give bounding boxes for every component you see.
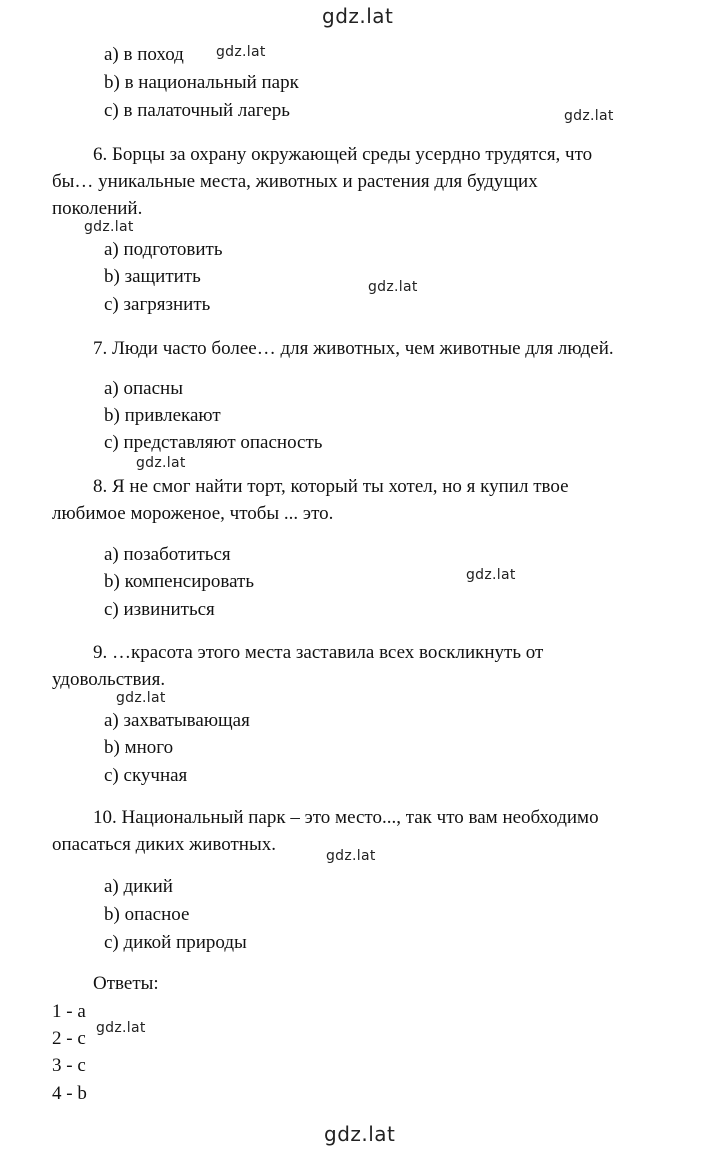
q6-option-c: c) загрязнить	[104, 294, 211, 315]
q8-option-a: a) позаботиться	[104, 544, 231, 565]
q6-option-b: b) защитить	[104, 266, 201, 287]
q5-option-b: b) в национальный парк	[104, 72, 299, 93]
answer-item-3: 3 - c	[52, 1055, 86, 1076]
q10-text-line1: 10. Национальный парк – это место..., так что вам необходимо	[93, 807, 599, 828]
q9-text-line1: 9. …красота этого места заставила всех воскликнуть от	[93, 642, 544, 663]
q9-text-line2: удовольствия.	[52, 669, 166, 690]
q8-text-line2: любимое мороженое, чтобы ... это.	[52, 503, 334, 524]
footer-watermark: gdz.lat	[324, 1122, 396, 1146]
q10-option-b: b) опасное	[104, 904, 190, 925]
q5-option-c: c) в палаточный лагерь	[104, 100, 290, 121]
q5-option-a: a) в поход	[104, 44, 184, 65]
q7-option-a: a) опасны	[104, 378, 183, 399]
q9-option-a: a) захватывающая	[104, 710, 250, 731]
q6-text-line1: 6. Борцы за охрану окружающей среды усердно трудятся, что	[93, 144, 593, 165]
q7-option-b: b) привлекают	[104, 405, 221, 426]
watermark: gdz.lat	[96, 1020, 146, 1036]
q9-option-b: b) много	[104, 737, 174, 758]
q9-option-c: c) скучная	[104, 765, 188, 786]
q10-option-c: c) дикой природы	[104, 932, 247, 953]
q8-option-b: b) компенсировать	[104, 571, 255, 592]
q8-text-line1: 8. Я не смог найти торт, который ты хотел, но я купил твое	[93, 476, 569, 497]
q7-option-c: c) представляют опасность	[104, 432, 323, 453]
watermark: gdz.lat	[564, 108, 614, 124]
watermark: gdz.lat	[84, 219, 134, 235]
q6-option-a: a) подготовить	[104, 239, 223, 260]
watermark: gdz.lat	[136, 455, 186, 471]
q10-option-a: a) дикий	[104, 876, 173, 897]
q6-text-line2: бы… уникальные места, животных и растения для будущих	[52, 171, 538, 192]
answer-item-4: 4 - b	[52, 1083, 87, 1104]
q7-text-line1: 7. Люди часто более… для животных, чем животные для людей.	[93, 338, 614, 359]
watermark: gdz.lat	[466, 567, 516, 583]
watermark: gdz.lat	[326, 848, 376, 864]
watermark: gdz.lat	[116, 690, 166, 706]
answers-heading: Ответы:	[93, 973, 159, 994]
answer-item-1: 1 - a	[52, 1001, 86, 1022]
header-watermark: gdz.lat	[322, 4, 394, 28]
watermark: gdz.lat	[368, 279, 418, 295]
answer-item-2: 2 - c	[52, 1028, 86, 1049]
q6-text-line3: поколений.	[52, 198, 143, 219]
q8-option-c: c) извиниться	[104, 599, 215, 620]
q10-text-line2: опасаться диких животных.	[52, 834, 276, 855]
watermark: gdz.lat	[216, 44, 266, 60]
